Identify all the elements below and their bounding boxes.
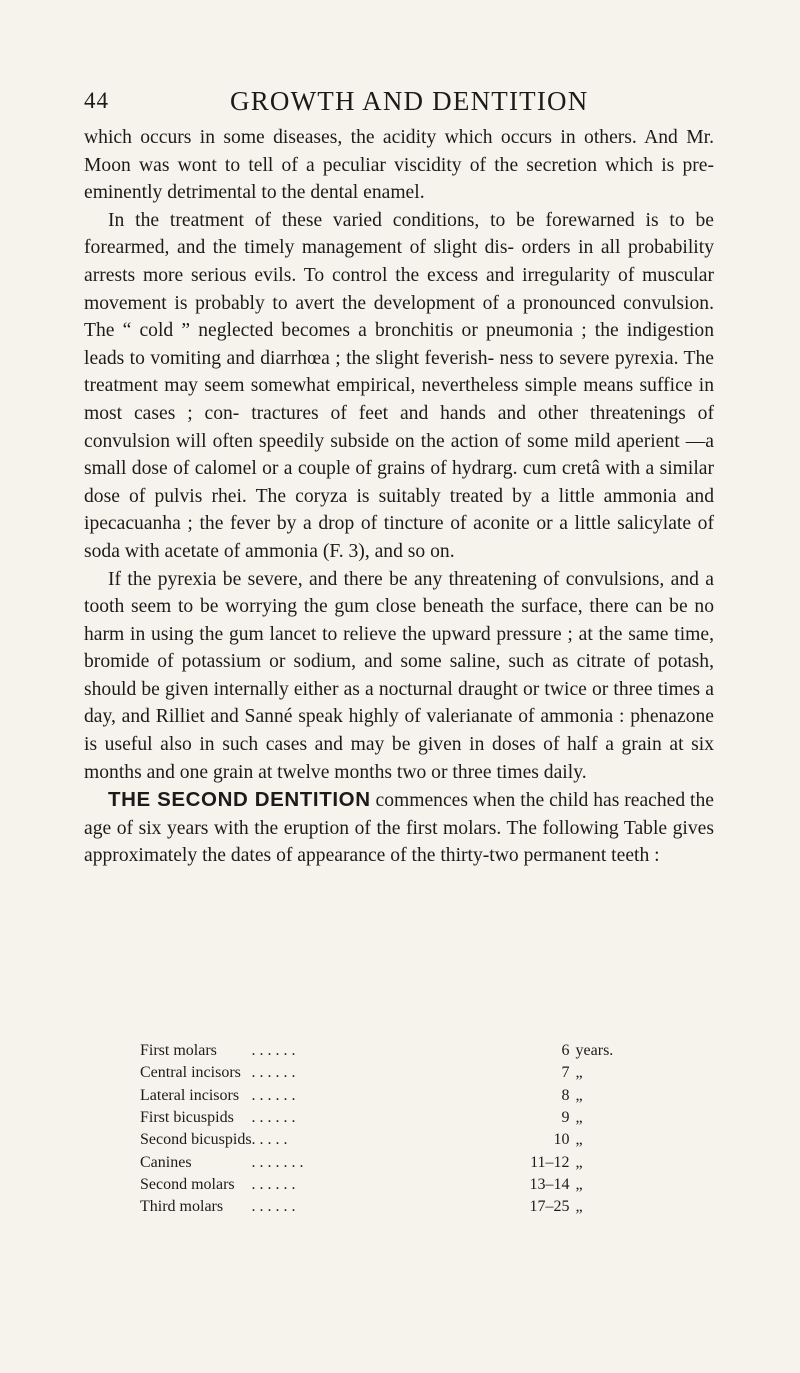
eruption-age: 10 (553, 1131, 570, 1149)
paragraph-pyrexia: If the pyrexia be severe, and there be any threatening of convulsions, and a tooth seem to be worrying the gum close beneath the surface, there can be no harm in using the gum lancet to relieve the upward pressure ; at the same time, bromide of potassium or sodium, and some saline, such as citrate of potash, should be given internally either as a nocturnal draught or twice or three times a day, and Rilliet and Sanné speak highly of valerianate of ammonia : phenazone is useful also in such cases and may be given in doses of half a grain at six months and one grain at twelve months two or three times daily. (84, 568, 714, 783)
age-unit: „ (575, 1153, 583, 1171)
paragraph-treatment: In the treatment of these varied conditions, to be forewarned is to be forearmed, and the timely management of slight dis- orders in all probability arrests more serious evils. To control the excess and irregularity of muscular movement is probably to avert the development of a pronounced convulsion. The “ cold ” neglected becomes a bronchitis or pneumonia ; the indigestion leads to vomiting and diarrhœa ; the slight feverish- ness to severe pyrexia. The treatment may seem somewhat empirical, nevertheless simple means suffice in most cases ; con- tractures of feet and hands and other threatenings of convulsion will often speedily subside on the action of some mild aperient —a small dose of calomel or a couple of grains of hydrarg. cum cretâ with a similar dose of pulvis rhei. The coryza is suitably treated by a little ammonia and ipecacuanha ; the fever by a drop of tincture of aconite or a little salicylate of soda with acetate of ammonia (F. 3), and so on. (84, 209, 714, 562)
leader-dots: . . . . . . . (251, 1153, 304, 1171)
tooth-name: Lateral incisors (140, 1086, 240, 1104)
leader-dots: . . . . . . (251, 1042, 296, 1060)
tooth-name: Second bicuspids (140, 1131, 252, 1149)
age-unit: „ (575, 1131, 583, 1149)
table-row (140, 1085, 660, 1107)
section-text: commences when the child has reached the age of six years with the eruption of the first molars. The following Table gives approximately the dates of appearance of the thirty-two permanent teeth : (84, 790, 714, 867)
tooth-name: First bicuspids (140, 1109, 234, 1127)
leader-dots: . . . . . . (251, 1198, 296, 1216)
tooth-name: Central incisors (140, 1064, 241, 1082)
running-head (0, 86, 800, 120)
eruption-age: 7 (561, 1064, 570, 1082)
tooth-name: Third molars (140, 1198, 224, 1216)
body-text (84, 124, 714, 870)
age-unit: years. (575, 1042, 614, 1060)
page-number: 44 (84, 88, 109, 113)
table-row (140, 1040, 660, 1062)
leader-dots: . . . . . . (251, 1064, 296, 1082)
tooth-name: First molars (140, 1042, 217, 1060)
paragraph-second-dentition (84, 786, 714, 870)
eruption-age: 8 (561, 1086, 570, 1104)
age-unit: „ (575, 1198, 583, 1216)
table-row (140, 1151, 660, 1173)
eruption-age: 17–25 (529, 1198, 570, 1216)
running-title: GROWTH AND DENTITION (230, 86, 589, 116)
tooth-name: Canines (140, 1153, 192, 1171)
age-unit: „ (575, 1064, 583, 1082)
leader-dots: . . . . . . (251, 1175, 296, 1193)
paragraph-continued: which occurs in some diseases, the acidity which occurs in others. And Mr. Moon was wont to tell of a peculiar viscidity of the secretion which is pre-eminently detrimental to the dental enamel. (84, 127, 714, 204)
leader-dots: . . . . . . (251, 1086, 296, 1104)
teeth-eruption-table (140, 1040, 660, 1218)
table-row (140, 1196, 660, 1218)
table-row (140, 1129, 660, 1151)
table-row (140, 1174, 660, 1196)
age-unit: „ (575, 1175, 583, 1193)
eruption-age: 13–14 (529, 1175, 570, 1193)
age-unit: „ (575, 1086, 583, 1104)
eruption-age: 11–12 (530, 1153, 570, 1171)
section-heading: THE SECOND DENTITION (108, 788, 371, 812)
age-unit: „ (575, 1109, 583, 1127)
table-row (140, 1062, 660, 1084)
eruption-age: 6 (561, 1042, 570, 1060)
table-row (140, 1107, 660, 1129)
eruption-age: 9 (561, 1109, 570, 1127)
tooth-name: Second molars (140, 1175, 235, 1193)
leader-dots: . . . . . (251, 1131, 288, 1149)
leader-dots: . . . . . . (251, 1109, 296, 1127)
